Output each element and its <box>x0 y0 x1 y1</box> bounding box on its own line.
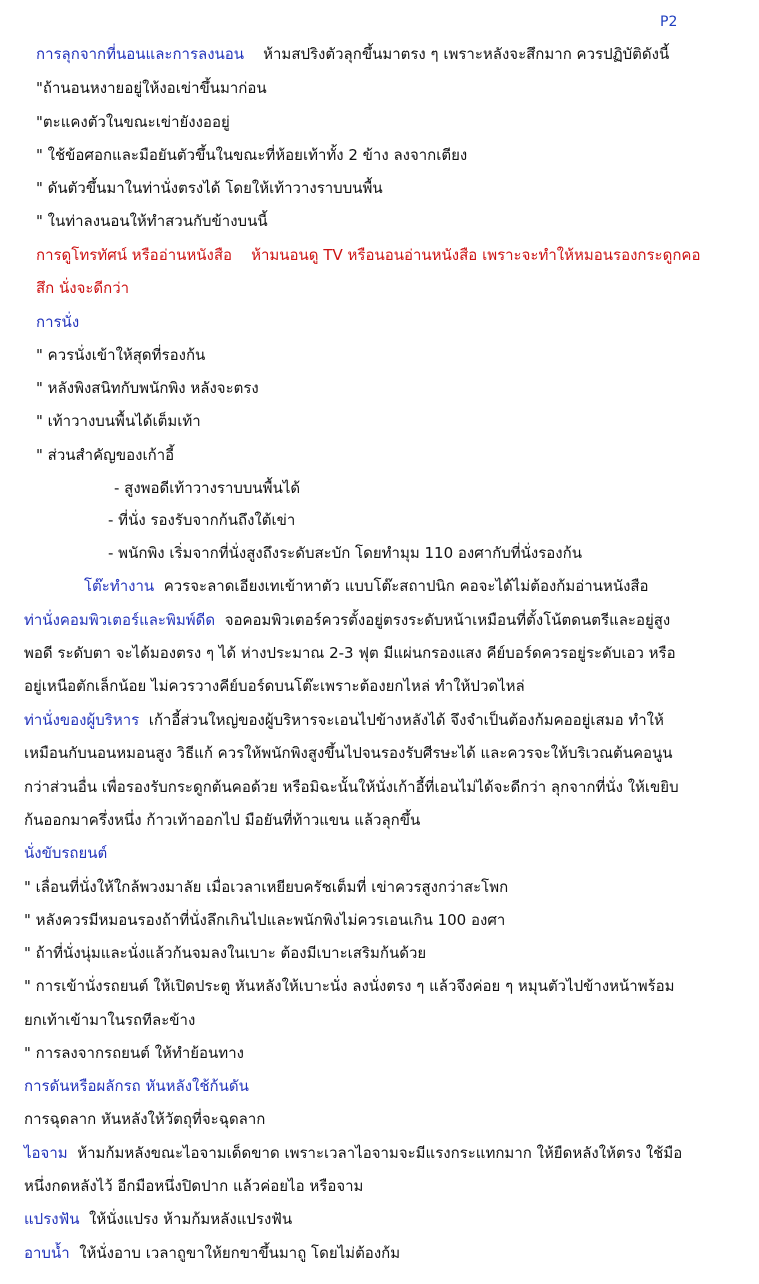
text-tv-reading: ห้ามนอนดู TV หรือนอนอ่านหนังสือ เพราะจะทำให้หมอนรองกระดูกคอ <box>251 246 701 264</box>
line-desk <box>84 576 649 596</box>
heading-brushing: แปรงฟัน <box>24 1210 80 1228</box>
heading-bathing: อาบน้ำ <box>24 1244 70 1262</box>
paragraph-line: พอดี ระดับตา จะได้มองตรง ๆ ได้ ห่างประมาณ 2-3 ฟุต มีแผ่นกรองแสง คีย์บอร์ดควรอยู่ระดับเอว หรือ <box>24 644 676 662</box>
text-tv-reading-cont: สึก นั่งจะดีกว่า <box>36 279 130 297</box>
heading-executive: ท่านั่งของผู้บริหาร <box>24 711 140 729</box>
list-item: " ส่วนสำคัญของเก้าอี้ <box>36 446 175 464</box>
page-number: P2 <box>660 14 678 30</box>
line-brushing <box>24 1209 292 1229</box>
paragraph-line: เหมือนกับนอนหมอนสูง วิธีแก้ ควรให้พนักพิงสูงขึ้นไปจนรองรับศีรษะได้ และควรจะให้บริเวณต้นคอนูน <box>24 744 673 762</box>
list-item: " ใช้ข้อศอกและมือยันตัวขึ้นในขณะที่ห้อยเท้าทั้ง 2 ข้าง ลงจากเตียง <box>36 146 468 164</box>
list-item: " ควรนั่งเข้าให้สุดที่รองก้น <box>36 346 206 364</box>
list-item: "ถ้านอนหงายอยู่ให้งอเข่าขึ้นมาก่อน <box>36 79 267 97</box>
sub-list-item: - ที่นั่ง รองรับจากก้นถึงใต้เข่า <box>108 511 296 529</box>
text-desk: ควรจะลาดเอียงเทเข้าหาตัว แบบโต๊ะสถาปนิก คอจะได้ไม่ต้องก้มอ่านหนังสือ <box>163 577 649 595</box>
list-item: " การเข้านั่งรถยนต์ ให้เปิดประตู หันหลังให้เบาะนั่ง ลงนั่งตรง ๆ แล้วจึงค่อย ๆ หมุนตัวไปข้างหน้าพร้อม <box>24 977 675 995</box>
line-coughing <box>24 1143 682 1163</box>
line-getting-up <box>36 44 669 64</box>
list-item: "ตะแคงตัวในขณะเข่ายังงออยู่ <box>36 113 230 131</box>
text-executive: เก้าอี้ส่วนใหญ่ของผู้บริหารจะเอนไปข้างหลังได้ จึงจำเป็นต้องก้มคออยู่เสมอ ทำให้ <box>148 711 664 729</box>
text-pulling: การฉุดลาก หันหลังให้วัตถุที่จะฉุดลาก <box>24 1110 266 1128</box>
paragraph-line: หนึ่งกดหลังไว้ อีกมือหนึ่งปิดปาก แล้วค่อยไอ หรือจาม <box>24 1177 364 1195</box>
list-item: " หลังควรมีหมอนรองถ้าที่นั่งลึกเกินไปและพนักพิงไม่ควรเอนเกิน 100 องศา <box>24 911 506 929</box>
sub-list-item: - พนักพิง เริ่มจากที่นั่งสูงถึงระดับสะบัก โดยทำมุม 110 องศากับที่นั่งรองก้น <box>108 544 582 562</box>
line-executive <box>24 710 664 730</box>
text-computer: จอคอมพิวเตอร์ควรตั้งอยู่ตรงระดับหน้าเหมือนที่ตั้งโน้ตดนตรีและอยู่สูง <box>224 611 671 629</box>
sub-list-item: - สูงพอดีเท้าวางราบบนพื้นได้ <box>114 479 301 497</box>
line-tv-reading <box>36 245 700 265</box>
heading-desk: โต๊ะทำงาน <box>84 577 155 595</box>
text-getting-up: ห้ามสปริงตัวลุกขึ้นมาตรง ๆ เพราะหลังจะสึกมาก ควรปฏิบัติดังนี้ <box>263 45 670 63</box>
paragraph-line: ก้นออกมาครึ่งหนึ่ง ก้าวเท้าออกไป มือยันที่ท้าวแขน แล้วลุกขึ้น <box>24 811 421 829</box>
text-coughing: ห้ามก้มหลังขณะไอจามเด็ดขาด เพราะเวลาไอจามจะมีแรงกระแทกมาก ให้ยืดหลังให้ตรง ใช้มือ <box>77 1144 683 1162</box>
paragraph-line: กว่าส่วนอื่น เพื่อรองรับกระดูกต้นคอด้วย หรือมิฉะนั้นให้นั่งเก้าอี้ที่เอนไม่ได้จะดีกว่า ลุกจากที่นั่ง ให้เขยิบ <box>24 778 679 796</box>
list-item: " เลื่อนที่นั่งให้ใกล้พวงมาลัย เมื่อเวลาเหยียบครัชเต็มที่ เข่าควรสูงกว่าสะโพก <box>24 878 509 896</box>
heading-sitting: การนั่ง <box>36 313 80 331</box>
list-item: " การลงจากรถยนต์ ให้ทำย้อนทาง <box>24 1044 244 1062</box>
heading-driving: นั่งขับรถยนต์ <box>24 844 108 862</box>
heading-getting-up: การลุกจากที่นอนและการลงนอน <box>36 45 245 63</box>
list-item: " ในท่าลงนอนให้ทำสวนกับข้างบนนี้ <box>36 212 268 230</box>
list-item: " เท้าวางบนพื้นได้เต็มเท้า <box>36 412 201 430</box>
text-bathing: ให้นั่งอาบ เวลาถูขาให้ยกขาขึ้นมาถู โดยไม่ต้องก้ม <box>79 1244 401 1262</box>
line-computer <box>24 610 670 630</box>
heading-pushing: การดันหรือผลักรถ หันหลังใช้ก้นดัน <box>24 1077 249 1095</box>
list-item: " ถ้าที่นั่งนุ่มและนั่งแล้วก้นจมลงในเบาะ ต้องมีเบาะเสริมก้นด้วย <box>24 944 427 962</box>
heading-computer: ท่านั่งคอมพิวเตอร์และพิมพ์ดีด <box>24 611 216 629</box>
line-bathing <box>24 1243 400 1263</box>
list-item: " หลังพิงสนิทกับพนักพิง หลังจะตรง <box>36 379 259 397</box>
heading-coughing: ไอจาม <box>24 1144 68 1162</box>
paragraph-line: อยู่เหนือตักเล็กน้อย ไม่ควรวางคีย์บอร์ดบนโต๊ะเพราะต้องยกไหล่ ทำให้ปวดไหล่ <box>24 677 525 695</box>
text-brushing: ให้นั่งแปรง ห้ามก้มหลังแปรงฟัน <box>89 1210 293 1228</box>
list-item: ยกเท้าเข้ามาในรถทีละข้าง <box>24 1011 196 1029</box>
list-item: " ดันตัวขึ้นมาในท่านั่งตรงได้ โดยให้เท้าวางราบบนพื้น <box>36 179 383 197</box>
heading-tv-reading: การดูโทรทัศน์ หรืออ่านหนังสือ <box>36 246 233 264</box>
